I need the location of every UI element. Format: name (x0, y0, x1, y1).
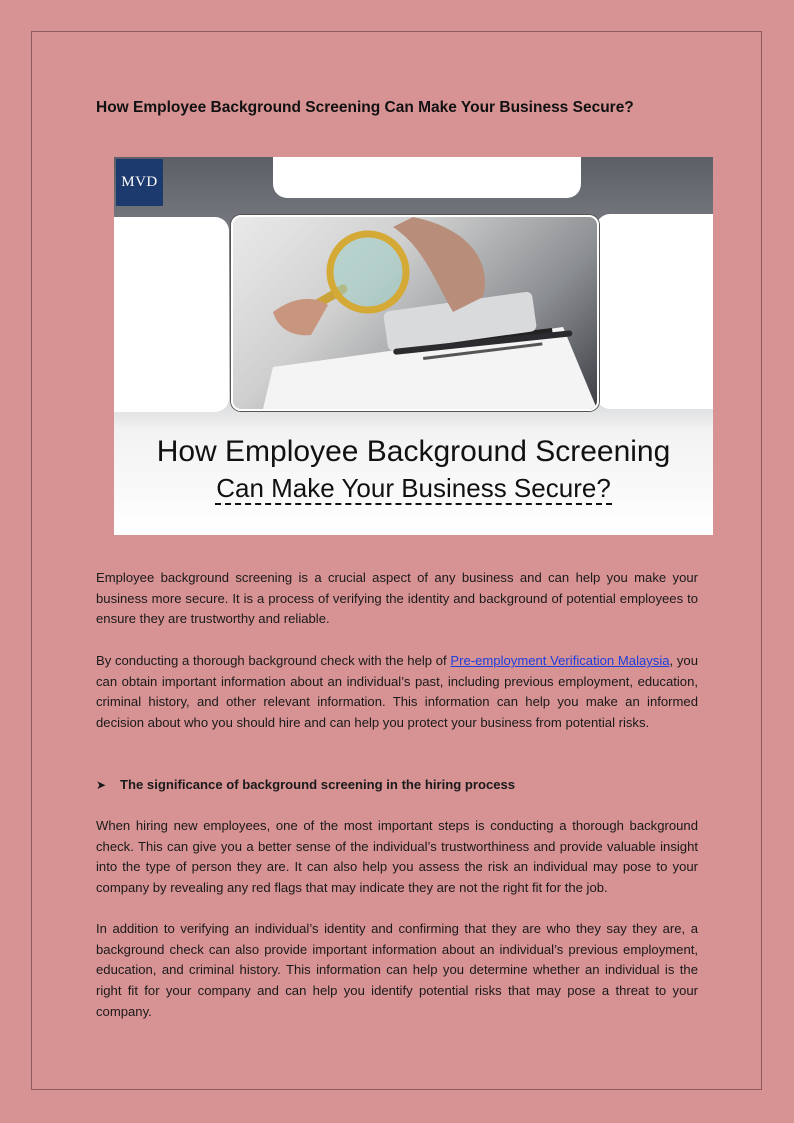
paragraph-two (96, 651, 698, 734)
magnifier-illustration (233, 217, 597, 409)
hand-holding (273, 299, 328, 335)
paragraph-four: In addition to verifying an individual’s identity and confirming that they are who they say they are, a background check can also provide important information about an individual’s previous employment, education, and criminal history. This information can help you determine whether an individual is the right fit for your company and can help you identify potential risks that may pose a threat to your company. (96, 921, 698, 1019)
paragraph-three: When hiring new employees, one of the most important steps is conducting a thorough background check. This can give you a better sense of the individual’s trustworthiness and provide valuable insight into the type of person they are. It can also help you assess the risk an individual may pose to your company by revealing any red flags that may indicate they are not the right fit for the job. (96, 818, 698, 896)
banner-card-top (273, 157, 581, 198)
paragraph-two-text-a: By conducting a thorough background check with the help of (96, 653, 451, 668)
banner-card-right (596, 214, 713, 409)
magnifier-lens (330, 234, 406, 310)
banner-headline-line2: Can Make Your Business Secure? (216, 473, 611, 503)
section-heading-text: The significance of background screening in the hiring process (120, 777, 516, 792)
banner-headline-line1: How Employee Background Screening (156, 435, 671, 468)
section-heading (96, 775, 698, 795)
mvd-logo: MVD (116, 159, 163, 206)
arrow-bullet-icon: ➤ (96, 778, 107, 792)
banner-image (114, 157, 713, 535)
page-title: How Employee Background Screening Can Make Your Business Secure? (96, 99, 634, 116)
page-content (96, 96, 698, 120)
banner-dashed-underline (215, 503, 612, 505)
paragraph-two-text-b: , you can obtain important information about an individual’s past, including previous employment, education, criminal history, and other relevant information. This information can help you make an informed decision about who you should hire and can help you protect your business from potential risks. (96, 653, 698, 731)
banner-card-left (114, 217, 229, 412)
intro-paragraph: Employee background screening is a crucial aspect of any business and can help you make your business more secure. It is a process of verifying the identity and background of potential employees to ensure they are trustworthy and reliable. (96, 570, 698, 627)
magnifier-photo (231, 215, 599, 411)
pre-employment-verification-link[interactable]: Pre-employment Verification Malaysia (450, 653, 670, 668)
